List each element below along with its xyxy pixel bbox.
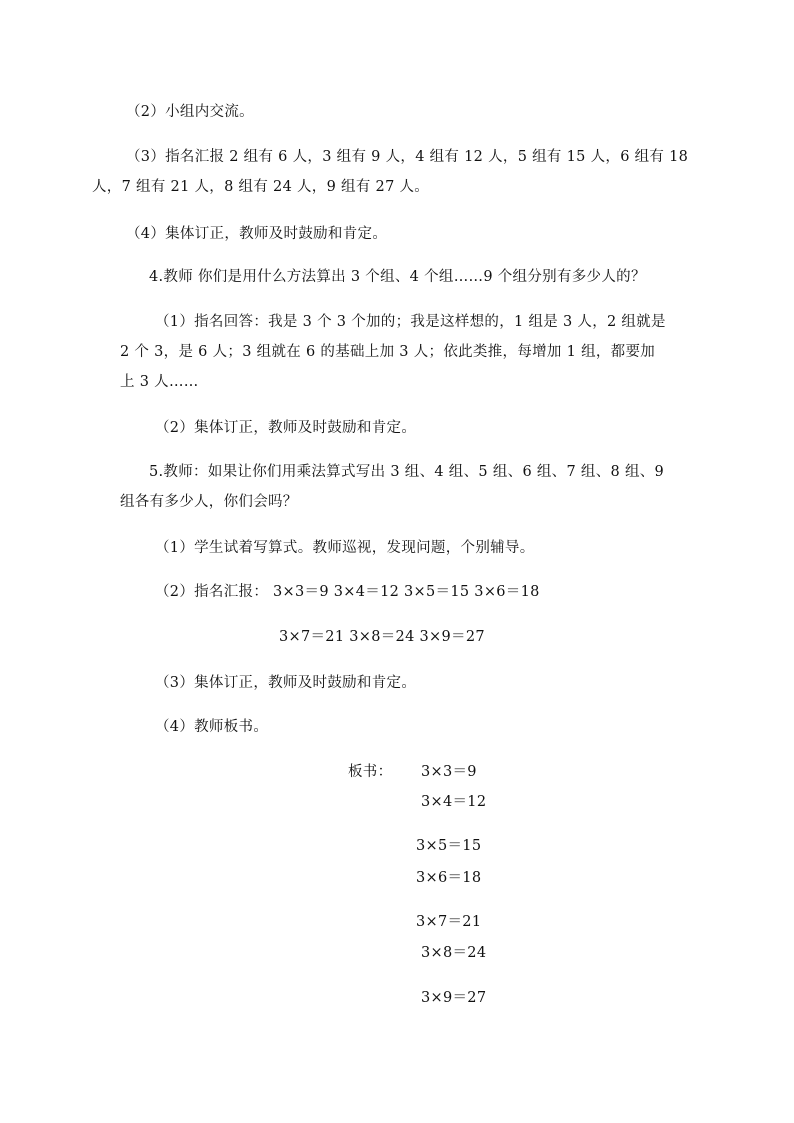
paragraph-line: 4.教师 你们是用什么方法算出 3 个组、4 个组……9 个组分别有多少人的？ [149,269,646,285]
paragraph-line: （4）集体订正，教师及时鼓励和肯定。 [126,226,388,242]
paragraph-line: （3）集体订正，教师及时鼓励和肯定。 [155,675,417,691]
board-equation: 3×9＝27 [421,990,487,1006]
board-equation: 3×5＝15 [416,838,482,854]
paragraph-line: （3）指名汇报 2 组有 6 人，3 组有 9 人，4 组有 12 人，5 组有 15 人，6 组有 18 [126,149,689,165]
paragraph-line: 组各有多少人，你们会吗？ [120,494,298,510]
paragraph-line: 上 3 人…… [120,374,199,390]
paragraph-line: （4）教师板书。 [155,719,269,735]
board-equation: 3×7＝21 [416,914,482,930]
paragraph-line: （2）集体订正，教师及时鼓励和肯定。 [155,420,417,436]
paragraph-line: （2）指名汇报： 3×3＝9 3×4＝12 3×5＝15 3×6＝18 [155,584,540,600]
board-label: 板书： [348,764,393,780]
paragraph-line: 3×7＝21 3×8＝24 3×9＝27 [279,629,485,645]
paragraph-line: 2 个 3，是 6 人；3 组就在 6 的基础上加 3 人；依此类推，每增加 1 组，都要加 [120,344,656,360]
board-equation: 3×3＝9 [421,764,477,780]
board-equation: 3×4＝12 [421,794,487,810]
paragraph-line: 人，7 组有 21 人，8 组有 24 人，9 组有 27 人。 [92,179,430,195]
paragraph-line: 5.教师：如果让你们用乘法算式写出 3 组、4 组、5 组、6 组、7 组、8 组、9 [149,464,665,480]
paragraph-line: （2）小组内交流。 [126,104,254,120]
paragraph-line: （1）学生试着写算式。教师巡视，发现问题，个别辅导。 [155,540,535,556]
board-equation: 3×6＝18 [416,870,482,886]
paragraph-line: （1）指名回答：我是 3 个 3 个加的；我是这样想的，1 组是 3 人，2 组就是 [155,314,666,330]
board-equation: 3×8＝24 [421,945,487,961]
